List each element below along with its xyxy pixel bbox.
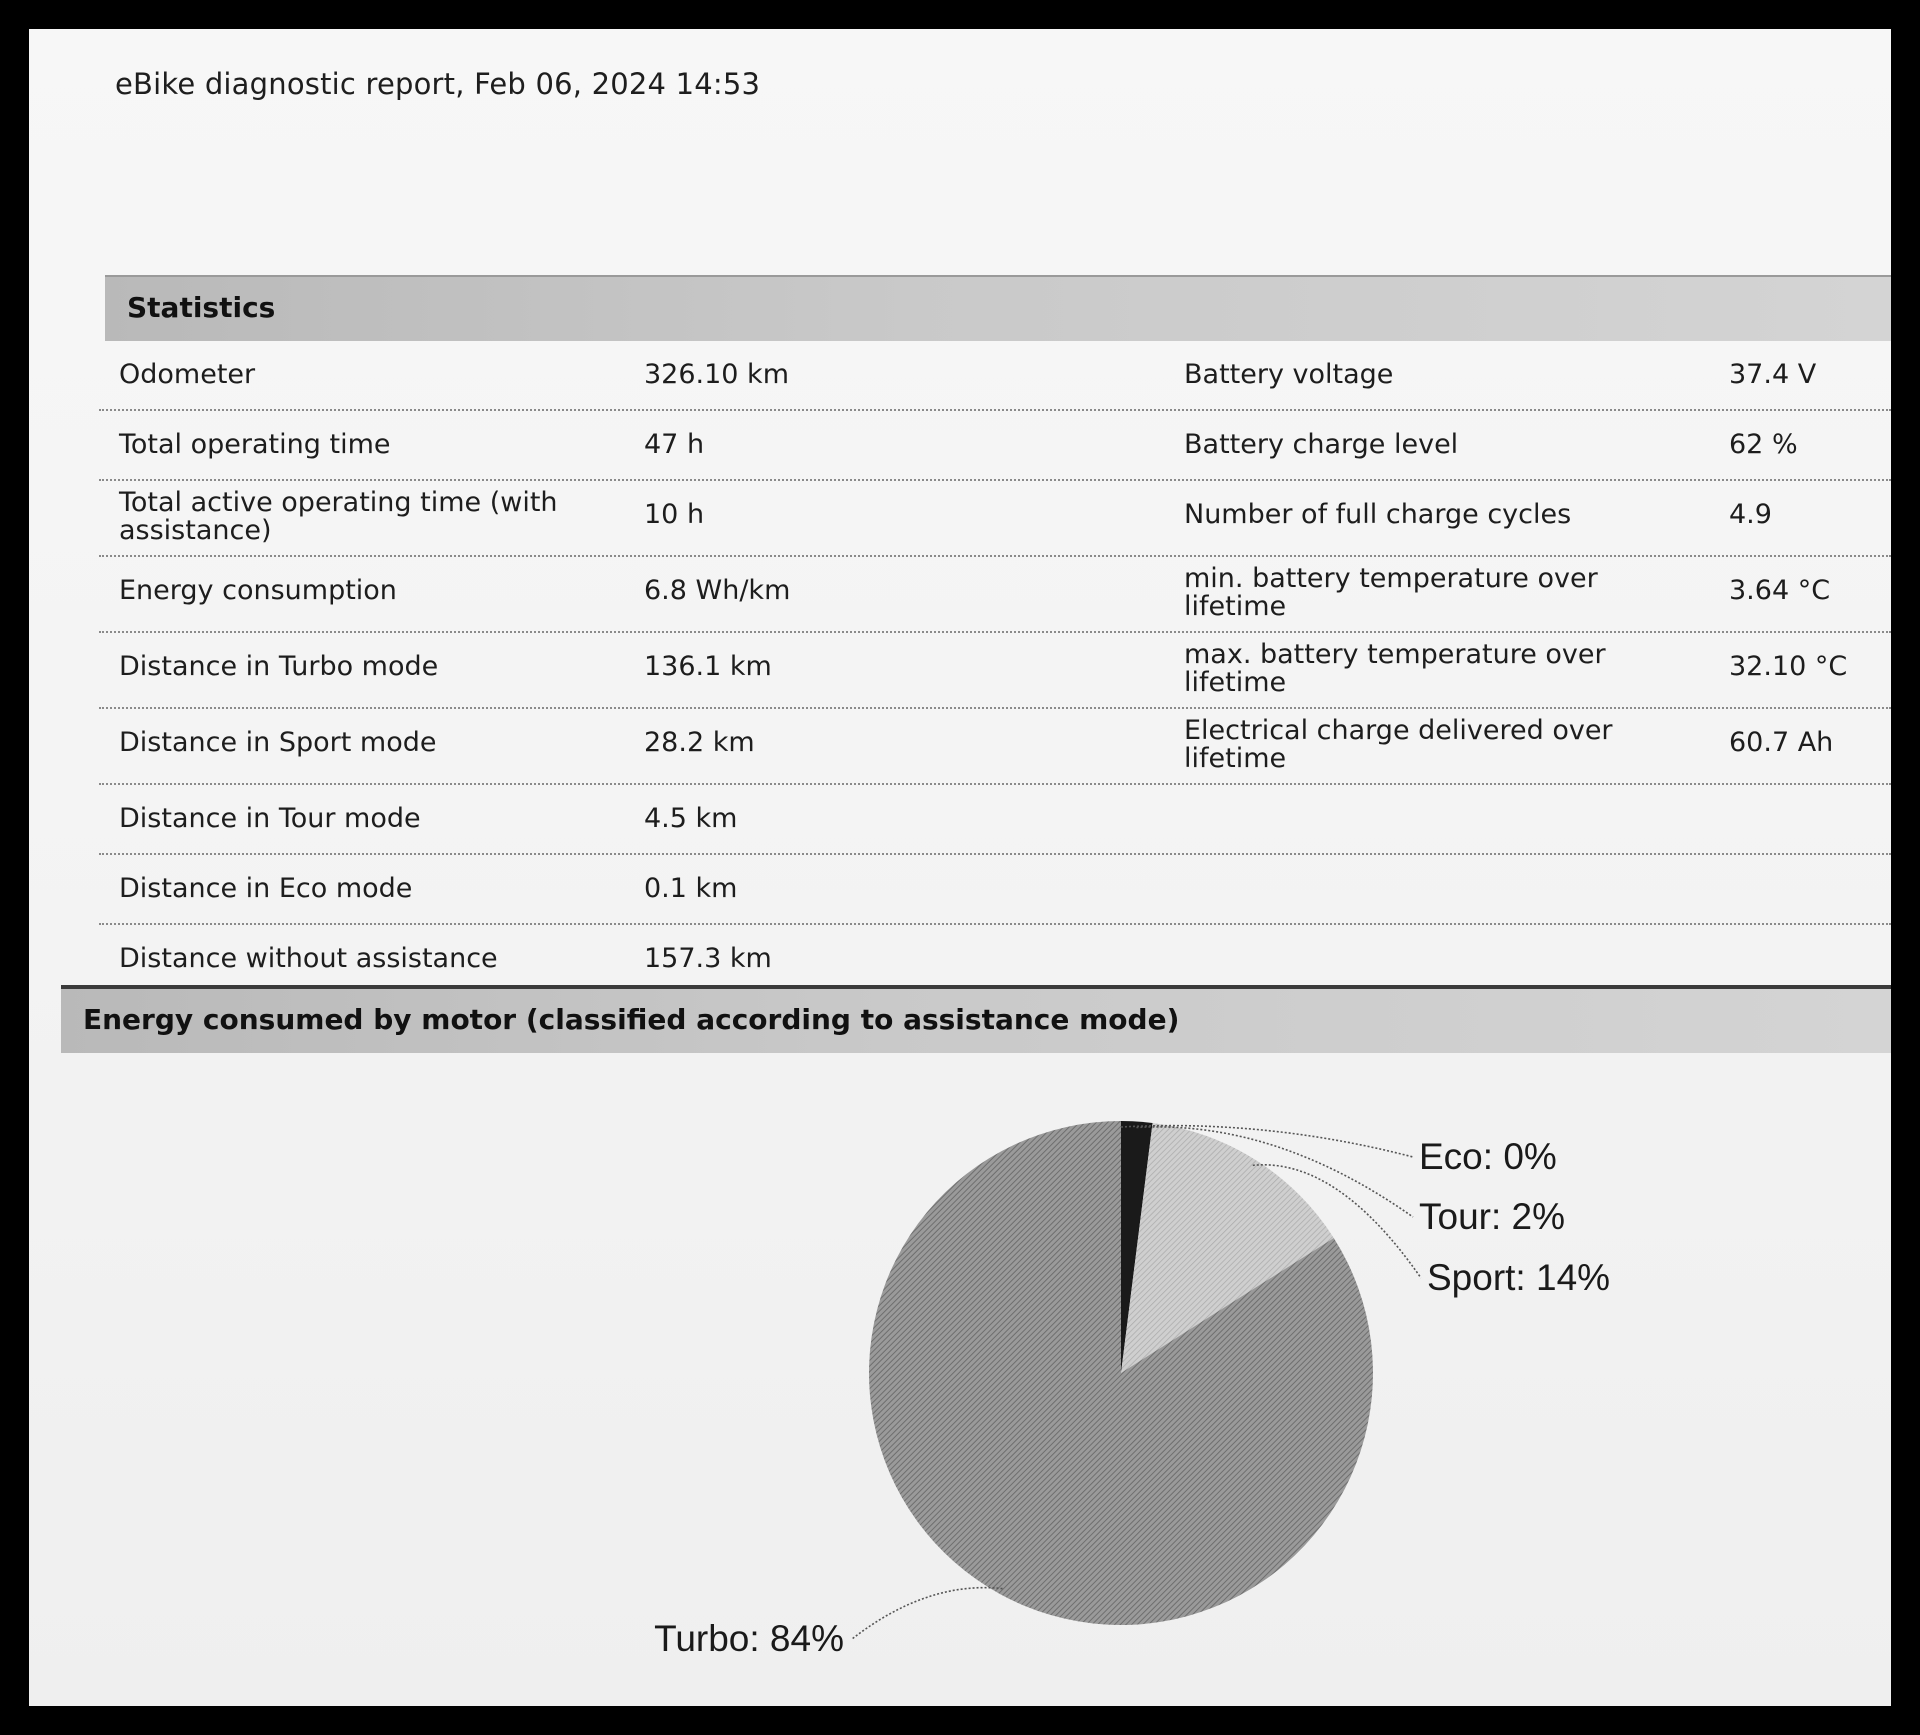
statistics-table bbox=[99, 341, 1891, 993]
table-row bbox=[99, 785, 1891, 855]
statistics-header bbox=[105, 275, 1891, 341]
full-charge-cycles-value: 4.9 bbox=[1729, 499, 1772, 530]
battery-charge-level-label: Battery charge level bbox=[1184, 429, 1459, 460]
distance-eco-value: 0.1 km bbox=[644, 873, 738, 904]
pie-label-tour: Tour: 2% bbox=[1419, 1196, 1566, 1237]
total-active-operating-time-value: 10 h bbox=[644, 499, 705, 530]
energy-pie-chart bbox=[29, 1069, 1891, 1706]
full-charge-cycles-label: Number of full charge cycles bbox=[1184, 499, 1572, 530]
total-active-operating-time-label: Total active operating time (with assistance) bbox=[119, 487, 558, 546]
odometer-value: 326.10 km bbox=[644, 359, 789, 390]
pie-label-turbo: Turbo: 84% bbox=[654, 1618, 844, 1659]
energy-section-heading: Energy consumed by motor (classified according to assistance mode) bbox=[83, 1003, 1180, 1036]
pie-label-eco: Eco: 0% bbox=[1419, 1136, 1557, 1177]
battery-voltage-value: 37.4 V bbox=[1729, 359, 1817, 390]
table-row bbox=[99, 633, 1891, 709]
statistics-heading: Statistics bbox=[127, 291, 276, 324]
energy-section-header bbox=[61, 985, 1891, 1053]
distance-sport-label: Distance in Sport mode bbox=[119, 727, 437, 758]
table-row bbox=[99, 709, 1891, 785]
distance-sport-value: 28.2 km bbox=[644, 727, 755, 758]
distance-without-assistance-value: 157.3 km bbox=[644, 943, 772, 974]
battery-voltage-label: Battery voltage bbox=[1184, 359, 1394, 390]
max-battery-temperature-label: max. battery temperature over lifetime bbox=[1184, 639, 1606, 698]
table-row bbox=[99, 341, 1891, 411]
min-battery-temperature-label: min. battery temperature over lifetime bbox=[1184, 563, 1598, 622]
total-operating-time-value: 47 h bbox=[644, 429, 705, 460]
distance-tour-label: Distance in Tour mode bbox=[119, 803, 421, 834]
table-row bbox=[99, 855, 1891, 925]
energy-consumption-label: Energy consumption bbox=[119, 575, 397, 606]
max-battery-temperature-value: 32.10 °C bbox=[1729, 651, 1848, 682]
pie-chart-svg bbox=[29, 1069, 1891, 1706]
table-row bbox=[99, 925, 1891, 993]
distance-without-assistance-label: Distance without assistance bbox=[119, 943, 498, 974]
odometer-label: Odometer bbox=[119, 359, 256, 390]
pie-label-sport: Sport: 14% bbox=[1427, 1257, 1611, 1298]
table-row bbox=[99, 557, 1891, 633]
pie-leader-turbo bbox=[852, 1588, 1003, 1639]
energy-consumption-value: 6.8 Wh/km bbox=[644, 575, 791, 606]
table-row bbox=[99, 411, 1891, 481]
distance-tour-value: 4.5 km bbox=[644, 803, 738, 834]
battery-charge-level-value: 62 % bbox=[1729, 429, 1798, 460]
electrical-charge-value: 60.7 Ah bbox=[1729, 727, 1834, 758]
min-battery-temperature-value: 3.64 °C bbox=[1729, 575, 1831, 606]
report-page bbox=[29, 29, 1891, 1706]
total-operating-time-label: Total operating time bbox=[119, 429, 391, 460]
distance-eco-label: Distance in Eco mode bbox=[119, 873, 413, 904]
report-title: eBike diagnostic report, Feb 06, 2024 14:53 bbox=[115, 67, 761, 101]
table-row bbox=[99, 481, 1891, 557]
distance-turbo-label: Distance in Turbo mode bbox=[119, 651, 439, 682]
distance-turbo-value: 136.1 km bbox=[644, 651, 772, 682]
electrical-charge-label: Electrical charge delivered over lifetime bbox=[1184, 715, 1613, 774]
